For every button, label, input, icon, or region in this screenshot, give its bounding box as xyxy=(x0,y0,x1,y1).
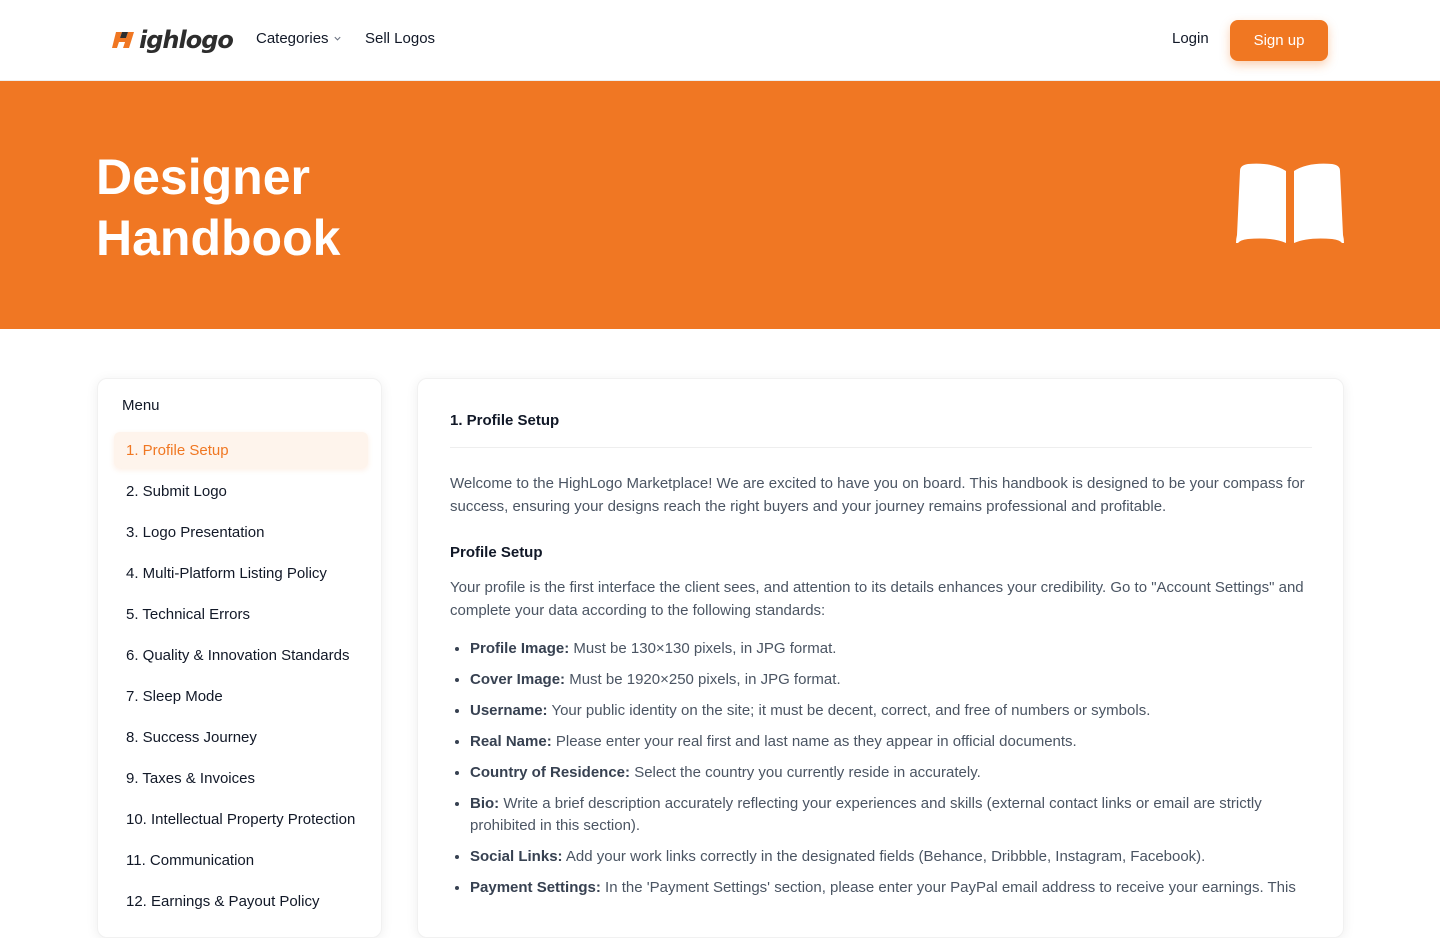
list-item xyxy=(470,731,1310,753)
nav-sell-logos-link[interactable]: Sell Logos xyxy=(365,30,436,47)
section-divider xyxy=(450,447,1312,448)
list-item xyxy=(470,846,1310,868)
sidebar-item-technical-errors[interactable]: 5. Technical Errors xyxy=(126,605,250,623)
handbook-sidebar xyxy=(97,378,382,938)
highlogo-logo[interactable] xyxy=(112,26,233,54)
page-title-line2: Handbook xyxy=(96,210,341,266)
list-item xyxy=(470,638,1310,660)
sidebar-item-communication[interactable]: 11. Communication xyxy=(126,851,255,869)
page-title xyxy=(96,147,340,269)
sidebar-item-submit-logo[interactable]: 2. Submit Logo xyxy=(126,482,227,500)
rule-text: In the 'Payment Settings' section, please enter your PayPal email address to receive your earnings. This xyxy=(600,879,1296,896)
list-item xyxy=(470,700,1310,722)
sidebar-item-profile-setup[interactable]: 1. Profile Setup xyxy=(114,432,368,468)
sidebar-menu-title: Menu xyxy=(122,397,160,414)
rule-text: Must be 130×130 pixels, in JPG format. xyxy=(569,640,837,657)
list-item xyxy=(470,669,1310,691)
book-open-icon xyxy=(1236,163,1344,247)
profile-rules-list xyxy=(470,638,1310,908)
rule-label: Profile Image: xyxy=(470,640,570,657)
login-link[interactable]: Login xyxy=(1172,30,1209,47)
page-title-line1: Designer xyxy=(96,149,310,205)
rule-text: Select the country you currently reside in accurately. xyxy=(630,764,981,781)
signup-button[interactable]: Sign up xyxy=(1230,20,1328,61)
rule-label: Username: xyxy=(470,702,548,719)
rule-label: Bio: xyxy=(470,795,500,812)
sidebar-item-ip-protection[interactable]: 10. Intellectual Property Protection xyxy=(126,810,356,828)
profile-setup-heading: Profile Setup xyxy=(450,544,543,561)
handbook-content xyxy=(417,378,1344,938)
sidebar-item-quality-standards[interactable]: 6. Quality & Innovation Standards xyxy=(126,646,350,664)
rule-text: Write a brief description accurately reflecting your experiences and skills (external contact links or email are strictly prohibited in this section). xyxy=(470,795,1262,834)
rule-label: Country of Residence: xyxy=(470,764,631,781)
intro-paragraph: Welcome to the HighLogo Marketplace! We are excited to have you on board. This handbook is designed to be your compass for success, ensuring your designs reach the right buyers and your journey remains professional and profitable. xyxy=(450,475,1305,515)
hero-banner xyxy=(0,81,1440,329)
sidebar-item-taxes-invoices[interactable]: 9. Taxes & Invoices xyxy=(126,769,255,787)
rule-label: Cover Image: xyxy=(470,671,566,688)
sidebar-item-sleep-mode[interactable]: 7. Sleep Mode xyxy=(126,687,223,705)
rule-text: Add your work links correctly in the designated fields (Behance, Dribbble, Instagram, Facebook). xyxy=(562,848,1206,865)
sidebar-item-success-journey[interactable]: 8. Success Journey xyxy=(126,728,257,746)
sidebar-item-earnings-payout[interactable]: 12. Earnings & Payout Policy xyxy=(126,892,320,910)
section-title: 1. Profile Setup xyxy=(450,412,560,429)
rule-label: Social Links: xyxy=(470,848,563,865)
logo-mark-icon xyxy=(112,28,138,52)
nav-categories-dropdown[interactable] xyxy=(256,30,342,47)
sidebar-menu-list xyxy=(114,432,368,924)
profile-setup-description: Your profile is the first interface the client sees, and attention to its details enhances your credibility. Go to "Account Settings" and complete your data according to the following standards: xyxy=(450,579,1304,619)
chevron-down-icon xyxy=(333,34,342,43)
list-item xyxy=(470,762,1310,784)
site-header xyxy=(0,0,1440,81)
nav-categories-label: Categories xyxy=(256,30,329,47)
logo-text: ighlogo xyxy=(139,26,233,54)
rule-text: Your public identity on the site; it must be decent, correct, and free of numbers or symbols. xyxy=(547,702,1151,719)
rule-label: Real Name: xyxy=(470,733,552,750)
sidebar-item-multi-platform-listing[interactable]: 4. Multi-Platform Listing Policy xyxy=(126,564,327,582)
sidebar-item-logo-presentation[interactable]: 3. Logo Presentation xyxy=(126,523,265,541)
list-item xyxy=(470,877,1310,899)
rule-text: Please enter your real first and last name as they appear in official documents. xyxy=(551,733,1077,750)
rule-text: Must be 1920×250 pixels, in JPG format. xyxy=(565,671,841,688)
list-item xyxy=(470,793,1310,837)
rule-label: Payment Settings: xyxy=(470,879,601,896)
